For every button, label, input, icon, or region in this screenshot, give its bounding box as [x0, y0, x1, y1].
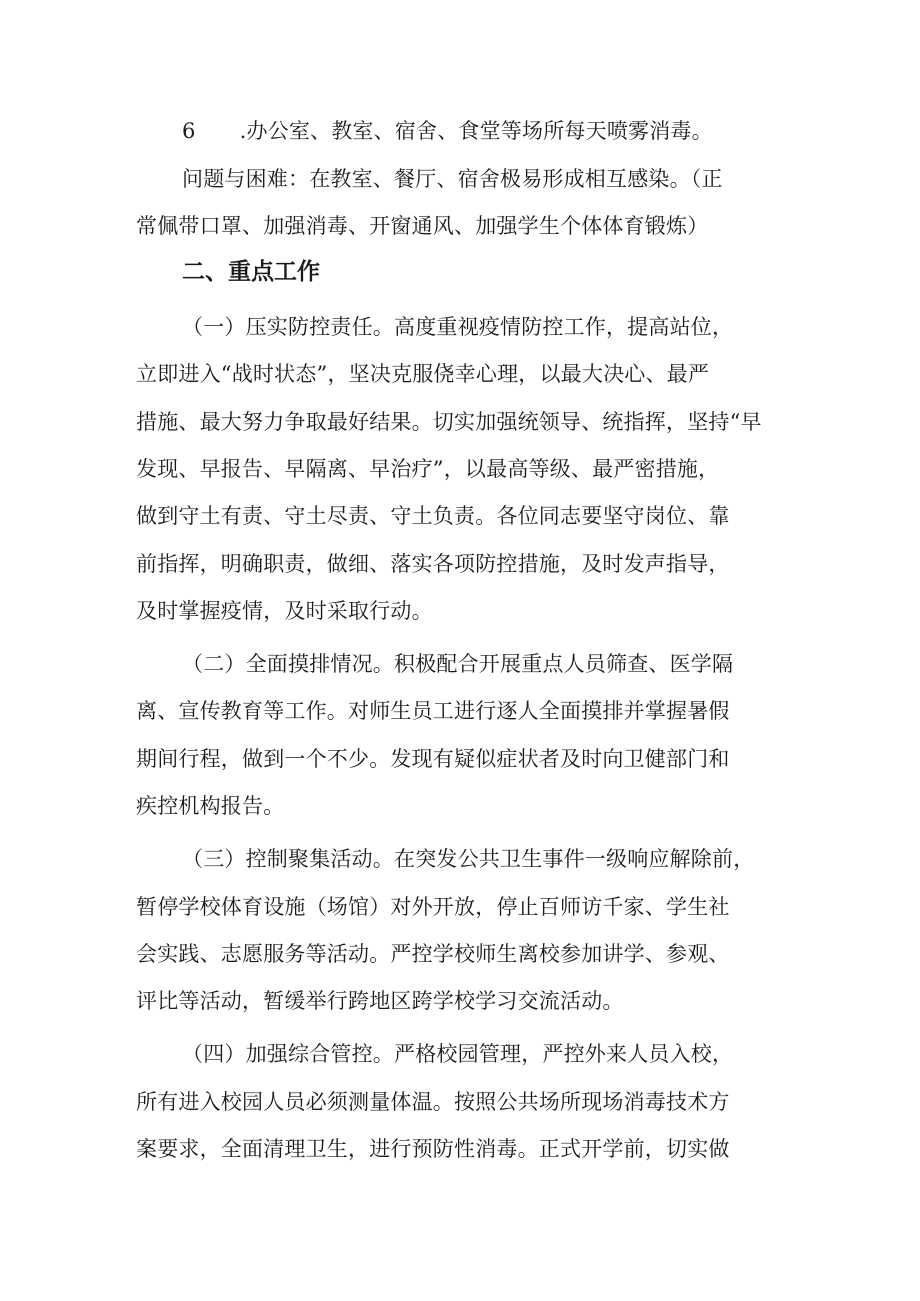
item-6-number: 6: [182, 119, 196, 143]
problem-line-2: 常佩带口罩、加强消毒、开窗通风、加强学生个体体育锻炼）: [136, 214, 709, 238]
item-6-text: .办公室、教室、宿舍、食堂等场所每天喷雾消毒。: [239, 119, 713, 143]
p3-line-2: 暂停学校体育设施（场馆）对外开放，停止百师访千家、学生社: [136, 895, 730, 919]
p3-line-3: 会实践、志愿服务等活动。严控学校师生离校参加讲学、参观、: [136, 942, 730, 966]
p2-line-1: （二）全面摸排情况。积极配合开展重点人员筛查、医学隔: [182, 652, 734, 676]
p4-line-2: 所有进入校园人员必须测量体温。按照公共场所现场消毒技术方: [136, 1090, 730, 1114]
p2-line-2: 离、宣传教育等工作。对师生员工进行逐人全面摸排并掌握暑假: [136, 699, 730, 723]
p4-line-3: 案要求，全面清理卫生，进行预防性消毒。正式开学前，切实做: [136, 1137, 730, 1161]
p1-line-1: （一）压实防控责任。高度重视疫情防控工作，提高站位，: [182, 315, 734, 339]
p3-line-1: （三）控制聚集活动。在突发公共卫生事件一级响应解除前，: [182, 847, 755, 871]
p1-line-2: 立即进入“战时状态”，坚决克服侥幸心理，以最大决心、最严: [136, 362, 710, 386]
p3-line-4: 评比等活动，暂缓举行跨地区跨学校学习交流活动。: [136, 989, 624, 1013]
p2-line-4: 疾控机构报告。: [136, 794, 285, 818]
problem-line-1: 问题与困难：在教室、餐厅、宿舍极易形成相互感染。（正: [182, 167, 723, 191]
p2-line-3: 期间行程，做到一个不少。发现有疑似症状者及时向卫健部门和: [136, 747, 730, 771]
p1-line-6: 前指挥，明确职责，做细、落实各项防控措施，及时发声指导，: [136, 552, 730, 576]
p1-line-4: 发现、早报告、早隔离、早治疗”，以最高等级、最严密措施，: [136, 457, 720, 481]
item-6-line: [182, 117, 713, 145]
p1-line-7: 及时掌握疫情，及时采取行动。: [136, 599, 433, 623]
section-heading: 二、重点工作: [182, 259, 320, 285]
p4-line-1: （四）加强综合管控。严格校园管理，严控外来人员入校，: [182, 1042, 734, 1066]
p1-line-3: 措施、最大努力争取最好结果。切实加强统领导、统指挥，坚持“早: [136, 410, 762, 434]
p1-line-5: 做到守土有责、守土尽责、守土负责。各位同志要坚守岗位、靠: [136, 504, 730, 528]
